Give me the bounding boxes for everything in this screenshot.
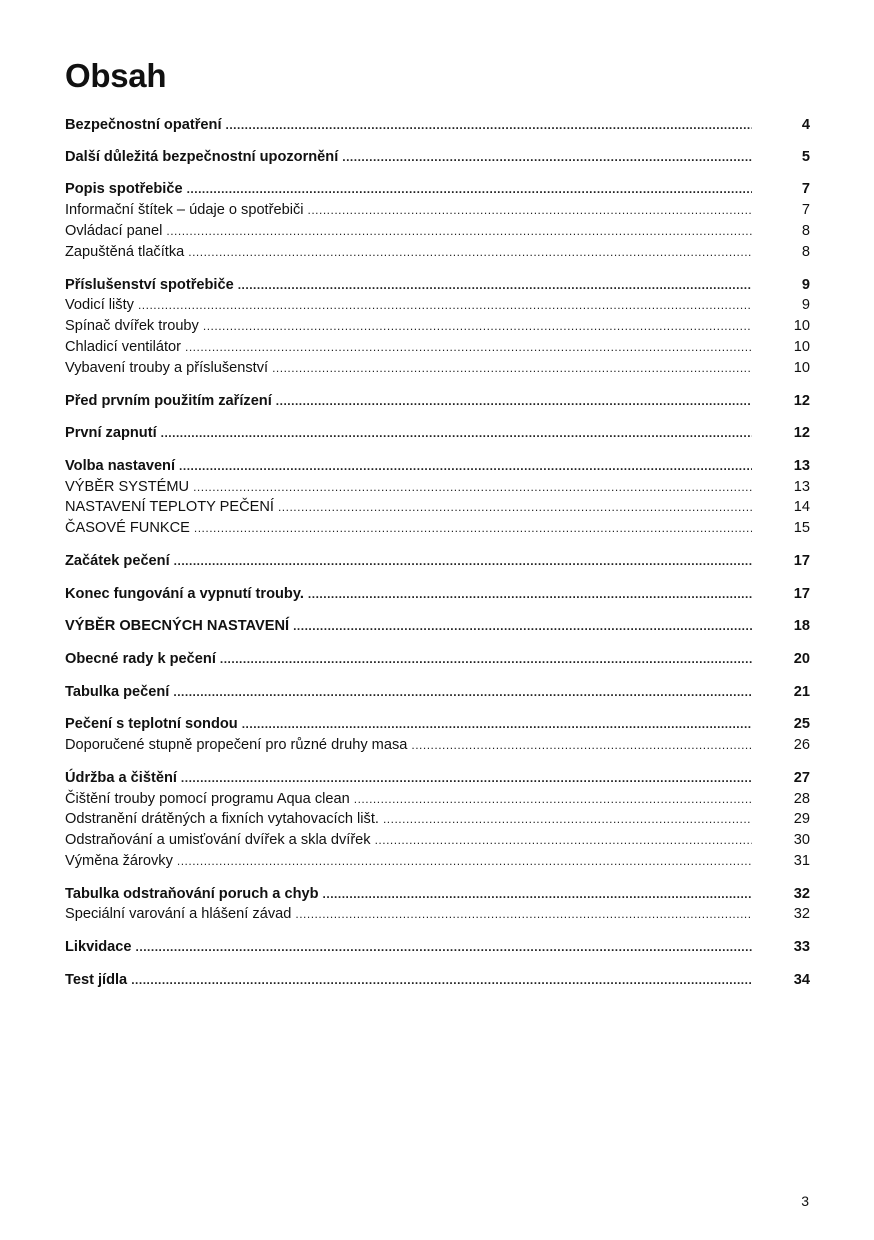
toc-page-number: 9	[801, 297, 810, 313]
toc-entry-title: Odstranění drátěných a fixních vytahovacích lišt.	[65, 811, 379, 827]
toc-entry-title: Test jídla	[65, 972, 128, 988]
toc-page-number: 34	[793, 972, 810, 988]
toc-page-number: 12	[793, 393, 810, 409]
toc-entry[interactable]	[65, 584, 810, 604]
toc-page-number: 13	[793, 458, 810, 474]
toc-page-number: 29	[793, 811, 810, 827]
dot-leader	[193, 477, 752, 497]
dot-leader	[131, 970, 752, 990]
toc-subentry[interactable]	[65, 830, 810, 850]
dot-leader	[138, 295, 752, 315]
toc-page-number: 9	[801, 277, 810, 293]
toc-page-number: 14	[793, 499, 810, 515]
toc-page-number: 13	[793, 479, 810, 495]
toc-entry[interactable]	[65, 616, 810, 636]
toc-entry-title: Příslušenství spotřebiče	[65, 277, 234, 293]
toc-entry-title: Tabulka pečení	[65, 684, 170, 700]
toc-subentry[interactable]	[65, 477, 810, 497]
toc-entry-title: Tabulka odstraňování poruch a chyb	[65, 886, 319, 902]
toc-entry-title: ČASOVÉ FUNKCE	[65, 520, 190, 536]
toc-entry-title: Další důležitá bezpečnostní upozornění	[65, 149, 339, 165]
toc-entry[interactable]	[65, 714, 810, 734]
toc-page-number: 17	[793, 586, 810, 602]
toc-entry-title: Doporučené stupně propečení pro různé druhy masa	[65, 737, 408, 753]
toc-subentry[interactable]	[65, 851, 810, 871]
toc-page-number: 15	[793, 520, 810, 536]
dot-leader	[308, 200, 753, 220]
toc-subentry[interactable]	[65, 735, 810, 755]
dot-leader	[323, 884, 752, 904]
toc-page-number: 27	[793, 770, 810, 786]
toc-entry[interactable]	[65, 970, 810, 990]
dot-leader	[179, 456, 752, 476]
dot-leader	[136, 937, 752, 957]
toc-entry[interactable]	[65, 115, 810, 135]
toc-subentry[interactable]	[65, 497, 810, 517]
toc-subentry[interactable]	[65, 358, 810, 378]
toc-entry-title: Zapuštěná tlačítka	[65, 244, 185, 260]
toc-page-number: 8	[801, 223, 810, 239]
toc-entry[interactable]	[65, 649, 810, 669]
toc-entry-title: Chladicí ventilátor	[65, 339, 181, 355]
toc-entry[interactable]	[65, 551, 810, 571]
dot-leader	[194, 518, 752, 538]
toc-entry-title: VÝBĚR OBECNÝCH NASTAVENÍ	[65, 618, 290, 634]
toc-page-number: 10	[793, 318, 810, 334]
dot-leader	[375, 830, 752, 850]
dot-leader	[177, 851, 752, 871]
toc-page-number: 10	[793, 360, 810, 376]
toc-entry-title: Likvidace	[65, 939, 132, 955]
dot-leader	[278, 497, 752, 517]
toc-page-number: 17	[793, 553, 810, 569]
toc-entry-title: První zapnutí	[65, 425, 157, 441]
toc-entry[interactable]	[65, 275, 810, 295]
toc-entry-title: Odstraňování a umisťování dvířek a skla dvířek	[65, 832, 371, 848]
dot-leader	[342, 147, 752, 167]
toc-entry-title: Údržba a čištění	[65, 770, 177, 786]
toc-entry-title: Bezpečnostní opatření	[65, 117, 222, 133]
toc-entry-title: Spínač dvířek trouby	[65, 318, 199, 334]
toc-entry[interactable]	[65, 682, 810, 702]
toc-entry[interactable]	[65, 423, 810, 443]
toc-page-number: 7	[801, 202, 810, 218]
toc-entry-title: Před prvním použitím zařízení	[65, 393, 272, 409]
toc-page-number: 32	[793, 886, 810, 902]
dot-leader	[220, 649, 752, 669]
toc-subentry[interactable]	[65, 200, 810, 220]
toc-subentry[interactable]	[65, 242, 810, 262]
toc-subentry[interactable]	[65, 789, 810, 809]
toc-page-number: 21	[793, 684, 810, 700]
toc-entry-title: Informační štítek – údaje o spotřebiči	[65, 202, 304, 218]
dot-leader	[185, 337, 752, 357]
dot-leader	[272, 358, 752, 378]
toc-entry-title: Čištění trouby pomocí programu Aqua clean	[65, 791, 350, 807]
toc-entry-title: Ovládací panel	[65, 223, 163, 239]
toc-entry-title: Konec fungování a vypnutí trouby.	[65, 586, 304, 602]
toc-page-number: 10	[793, 339, 810, 355]
toc-subentry[interactable]	[65, 295, 810, 315]
dot-leader	[276, 391, 752, 411]
toc-entry-title: Začátek pečení	[65, 553, 170, 569]
toc-entry[interactable]	[65, 391, 810, 411]
toc-page-number: 26	[793, 737, 810, 753]
toc-page-number: 30	[793, 832, 810, 848]
toc-page-number: 4	[801, 117, 810, 133]
toc-entry[interactable]	[65, 768, 810, 788]
toc-entry[interactable]	[65, 937, 810, 957]
toc-page-number: 18	[793, 618, 810, 634]
dot-leader	[238, 275, 752, 295]
dot-leader	[354, 789, 752, 809]
dot-leader	[293, 616, 752, 636]
toc-subentry[interactable]	[65, 809, 810, 829]
toc-page-number: 32	[793, 906, 810, 922]
toc-entry-title: Vybavení trouby a příslušenství	[65, 360, 269, 376]
dot-leader	[161, 423, 752, 443]
toc-entry-title: VÝBĚR SYSTÉMU	[65, 479, 190, 495]
toc-subentry[interactable]	[65, 221, 810, 241]
toc-entry[interactable]	[65, 179, 810, 199]
toc-page-number: 8	[801, 244, 810, 260]
dot-leader	[173, 682, 752, 702]
toc-page-number: 5	[801, 149, 810, 165]
toc-subentry[interactable]	[65, 337, 810, 357]
toc-entry-title: Obecné rady k pečení	[65, 651, 216, 667]
page-number: 3	[801, 1193, 809, 1209]
dot-leader	[242, 714, 752, 734]
dot-leader	[187, 179, 752, 199]
dot-leader	[174, 551, 752, 571]
toc-page-number: 12	[793, 425, 810, 441]
toc-entry-title: NASTAVENÍ TEPLOTY PEČENÍ	[65, 499, 274, 515]
toc-page-number: 25	[793, 716, 810, 732]
dot-leader	[181, 768, 752, 788]
toc-subentry[interactable]	[65, 904, 810, 924]
page-title: Obsah	[65, 57, 167, 94]
toc-entry[interactable]	[65, 147, 810, 167]
dot-leader	[411, 735, 752, 755]
toc-entry-title: Popis spotřebiče	[65, 181, 183, 197]
dot-leader	[166, 221, 752, 241]
toc-page-number: 31	[793, 853, 810, 869]
dot-leader	[226, 115, 753, 135]
toc-entry-title: Pečení s teplotní sondou	[65, 716, 238, 732]
dot-leader	[295, 904, 752, 924]
toc-page-number: 7	[801, 181, 810, 197]
toc-page-number: 33	[793, 939, 810, 955]
toc-entry[interactable]	[65, 884, 810, 904]
toc-page-number: 20	[793, 651, 810, 667]
dot-leader	[203, 316, 752, 336]
toc-entry-title: Volba nastavení	[65, 458, 176, 474]
dot-leader	[308, 584, 752, 604]
toc-entry-title: Výměna žárovky	[65, 853, 173, 869]
dot-leader	[383, 809, 752, 829]
toc-entry[interactable]	[65, 456, 810, 476]
toc-entry-title: Speciální varování a hlášení závad	[65, 906, 292, 922]
toc-subentry[interactable]	[65, 518, 810, 538]
toc-entry-title: Vodicí lišty	[65, 297, 134, 313]
toc-page-number: 28	[793, 791, 810, 807]
dot-leader	[188, 242, 752, 262]
toc-subentry[interactable]	[65, 316, 810, 336]
